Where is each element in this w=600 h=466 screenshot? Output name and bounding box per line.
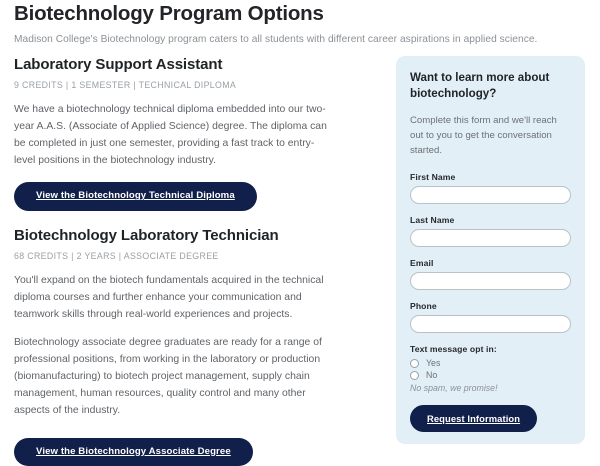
program-button-row <box>14 182 359 211</box>
program-paragraph: Biotechnology associate degree graduates are ready for a range of professional positions, from working in the laboratory or production (biomanufacturing) to biotech project management, supply chain management, human resources, quality control and many other aspects of the industry. <box>14 337 322 416</box>
optin-radio-no[interactable] <box>410 370 571 380</box>
last-name-input[interactable] <box>410 229 571 247</box>
view-associate-degree-button[interactable]: View the Biotechnology Associate Degree <box>14 438 253 466</box>
form-intro-text: Complete this form and we'll reach out to you to get the conversation started. <box>410 114 557 157</box>
optin-no-label: No <box>426 370 438 381</box>
no-spam-note: No spam, we promise! <box>410 383 498 394</box>
program-card-biotechnology-laboratory-technician <box>14 227 359 466</box>
page-title: Biotechnology Program Options <box>14 2 324 25</box>
program-meta: 68 CREDITS | 2 YEARS | ASSOCIATE DEGREE <box>14 250 219 261</box>
first-name-label: First Name <box>410 172 456 183</box>
phone-label: Phone <box>410 301 437 312</box>
optin-yes-label: Yes <box>426 358 441 369</box>
submit-button-row <box>410 405 571 432</box>
lead-capture-form-panel <box>396 56 585 444</box>
email-label: Email <box>410 258 434 269</box>
program-title: Laboratory Support Assistant <box>14 56 223 73</box>
first-name-field-group <box>410 172 571 204</box>
program-paragraph: We have a biotechnology technical diploma embedded into our two-year A.A.S. (Associate of Applied Science) degree. The diploma can be completed in just one semester, providing a fast track to entry-level positions in the biotechnology industry. <box>14 104 327 166</box>
program-meta: 9 CREDITS | 1 SEMESTER | TECHNICAL DIPLOMA <box>14 80 237 90</box>
radio-circle-icon <box>410 359 419 368</box>
page-subtitle: Madison College's Biotechnology program caters to all students with different career aspirations in applied science. <box>14 34 538 45</box>
program-paragraph: You'll expand on the biotech fundamentals acquired in the technical diploma courses and further enhance your communication and teamwork skills through real-world experiences and projects. <box>14 274 324 320</box>
last-name-field-group <box>410 215 571 247</box>
email-input[interactable] <box>410 272 571 290</box>
optin-label: Text message opt in: <box>410 344 497 355</box>
phone-field-group <box>410 301 571 333</box>
program-card-laboratory-support-assistant <box>14 56 359 211</box>
request-information-button[interactable]: Request Information <box>410 405 537 432</box>
first-name-input[interactable] <box>410 186 571 204</box>
programs-column <box>14 56 359 466</box>
optin-radio-yes[interactable] <box>410 358 571 368</box>
phone-input[interactable] <box>410 315 571 333</box>
program-title: Biotechnology Laboratory Technician <box>14 226 279 244</box>
text-message-optin-group <box>410 344 571 393</box>
email-field-group <box>410 258 571 290</box>
last-name-label: Last Name <box>410 215 455 226</box>
view-technical-diploma-button[interactable]: View the Biotechnology Technical Diploma <box>14 182 257 211</box>
radio-circle-icon <box>410 371 419 380</box>
form-heading: Want to learn more about biotechnology? <box>410 71 550 101</box>
